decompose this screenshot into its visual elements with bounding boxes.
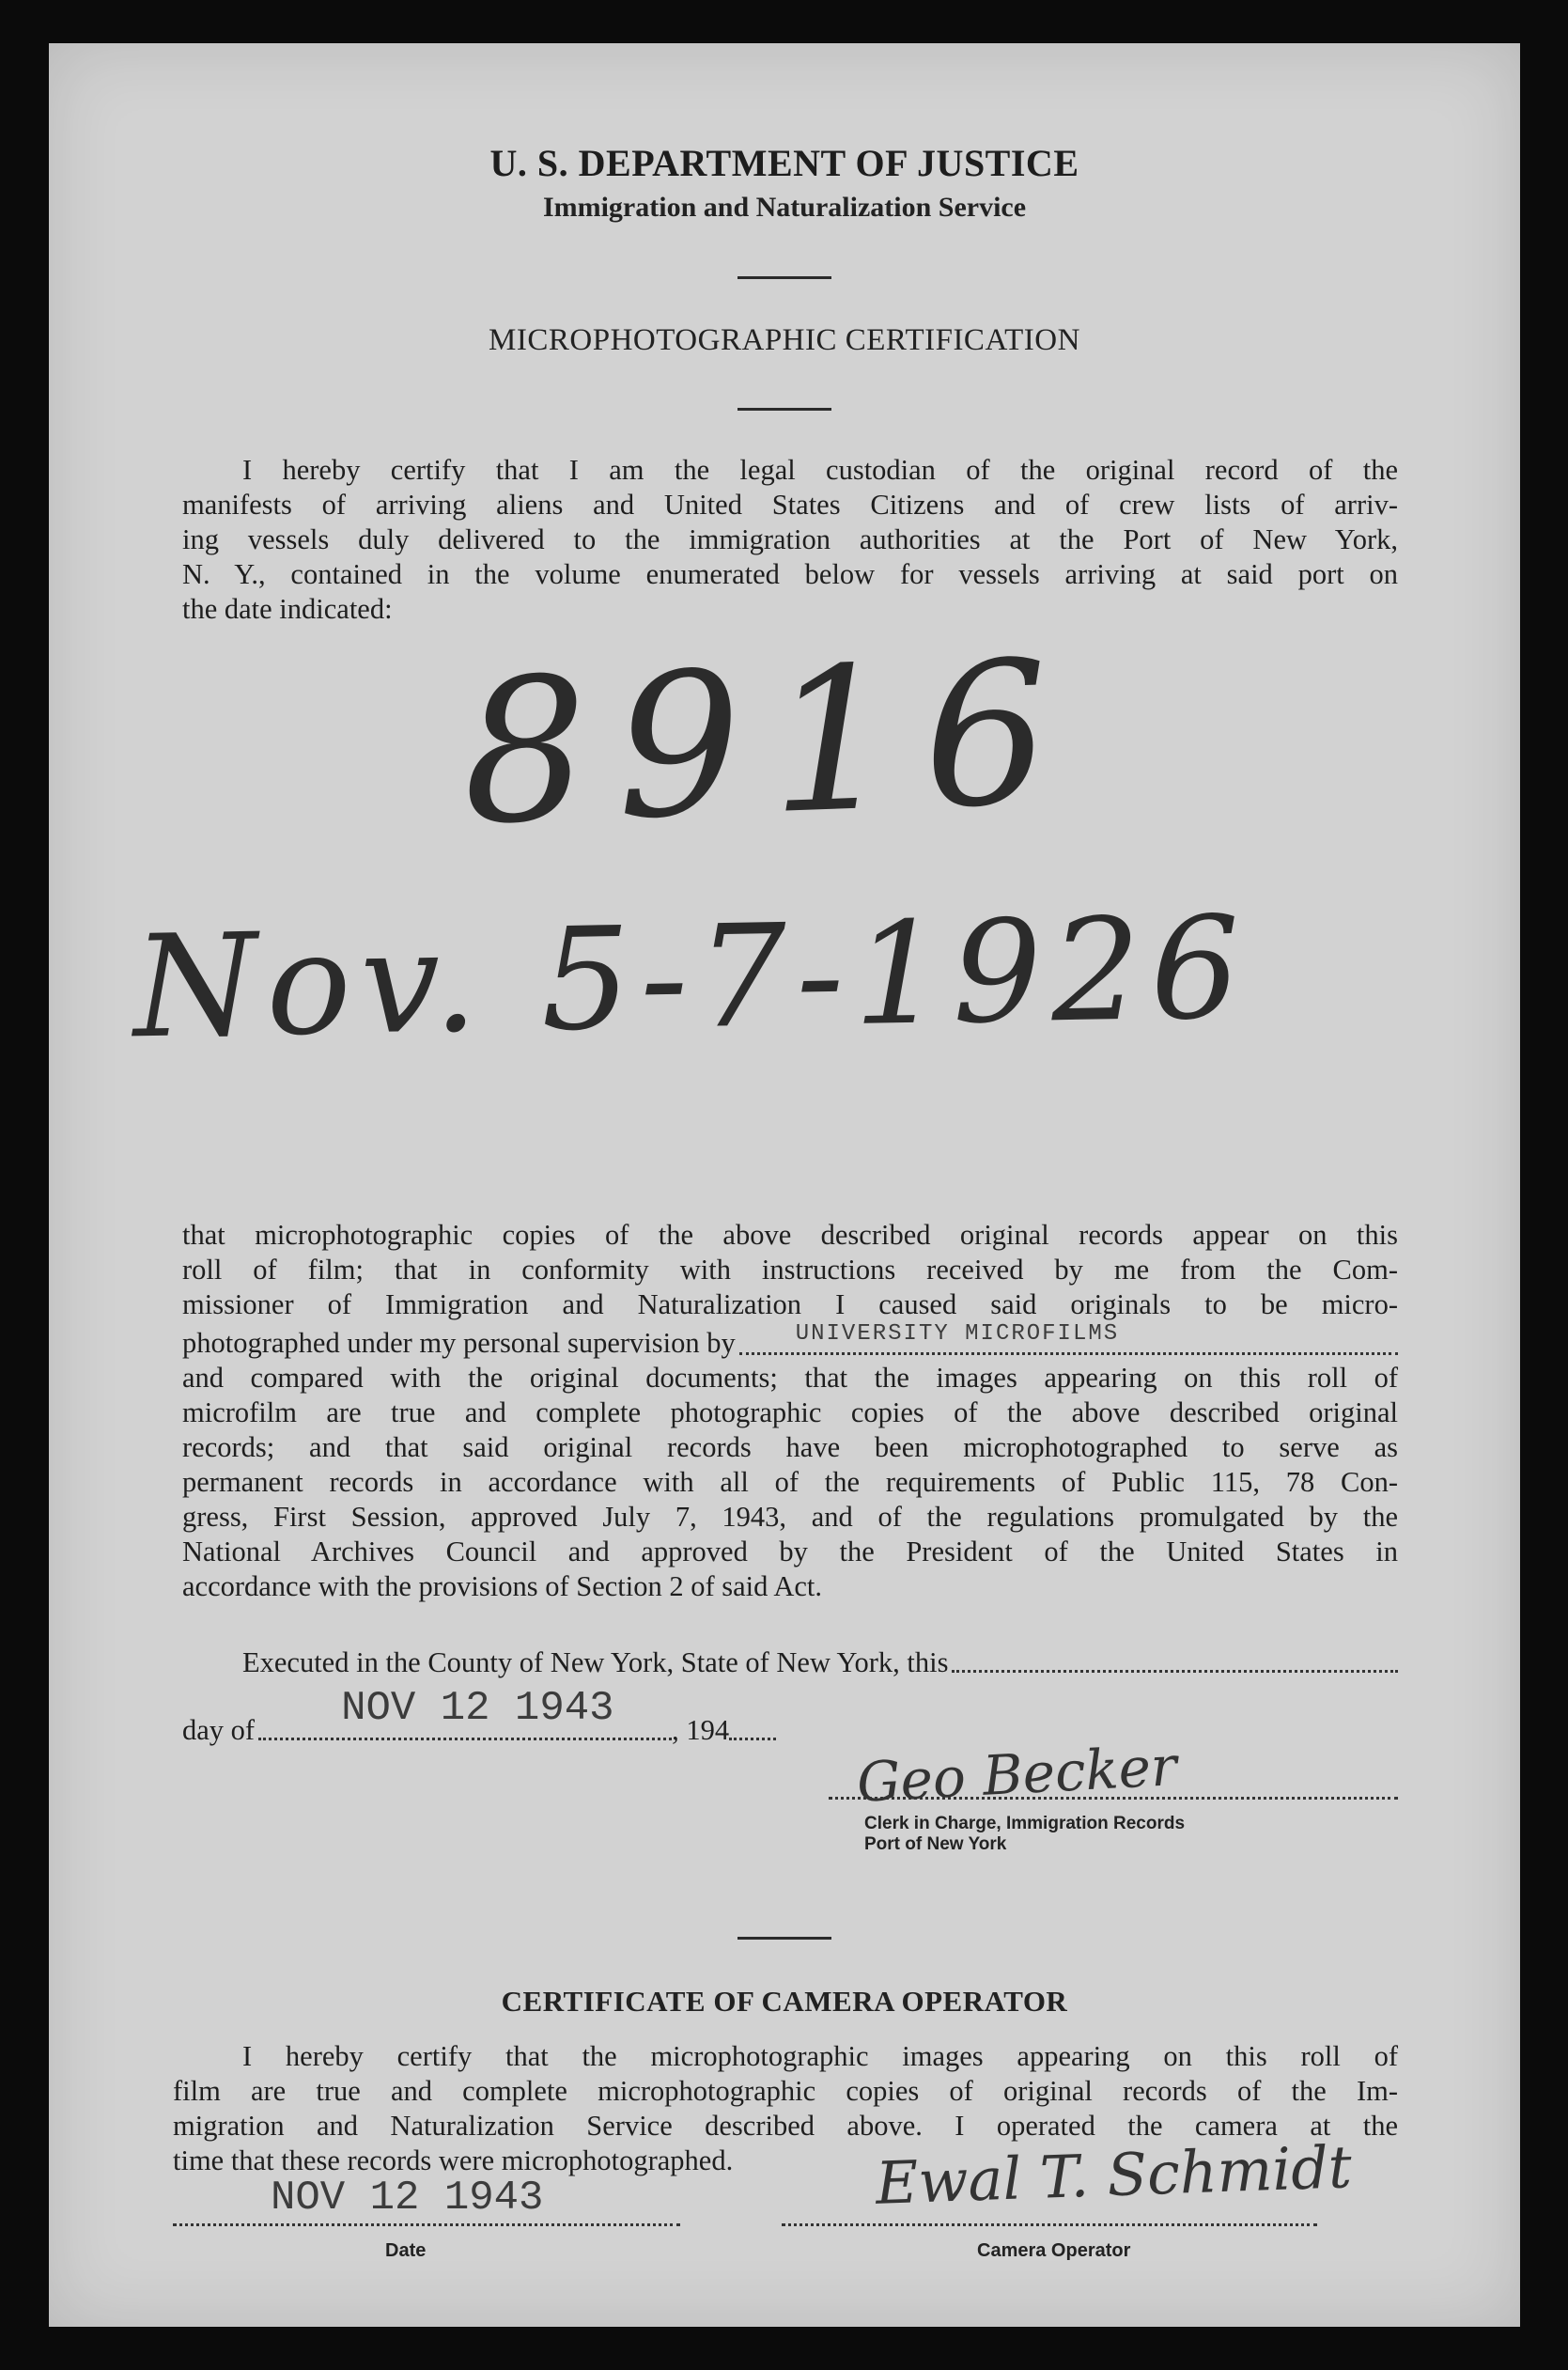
service-subheading: Immigration and Naturalization Service	[542, 192, 1027, 223]
divider-rule	[737, 408, 831, 411]
executed-line	[242, 1646, 1398, 1679]
day-of-label: day of	[182, 1714, 256, 1746]
paragraph-line: records; and that said original records have been microphotographed to serve as	[182, 1431, 1398, 1463]
company-stamp: UNIVERSITY MICROFILMS	[795, 1321, 1120, 1347]
date-caption: Date	[385, 2240, 427, 2261]
date-stamp: NOV 12 1943	[341, 1685, 614, 1732]
paragraph-line: I hereby certify that the microphotographic images appearing on this roll of	[242, 2040, 1398, 2072]
date-line	[173, 2223, 680, 2226]
executed-label: Executed in the County of New York, State of New York, this	[242, 1646, 949, 1678]
paragraph-line: roll of film; that in conformity with instructions received by me from the Com-	[182, 1254, 1398, 1286]
clerk-port: Port of New York	[864, 1834, 1007, 1854]
supervision-label: photographed under my personal supervision by	[182, 1327, 736, 1359]
paragraph-line: gress, First Session, approved July 7, 1943, and of the regulations promulgated by the	[182, 1501, 1398, 1533]
handwritten-volume-number: 8916	[458, 616, 1081, 869]
month-field	[258, 1685, 672, 1740]
camera-certificate-title: CERTIFICATE OF CAMERA OPERATOR	[501, 1985, 1068, 2018]
clerk-title-block	[864, 1814, 1185, 1855]
supervisor-field	[739, 1321, 1398, 1355]
divider-rule	[737, 276, 831, 279]
certification-title: MICROPHOTOGRAPHIC CERTIFICATION	[489, 323, 1080, 357]
day-of-line	[182, 1685, 840, 1747]
divider-rule	[737, 1937, 831, 1940]
operator-signature-line	[782, 2223, 1317, 2226]
statement-paragraph	[182, 1218, 1398, 1604]
clerk-title: Clerk in Charge, Immigration Records	[864, 1814, 1186, 1833]
paragraph-line: migration and Naturalization Service described above. I operated the camera at the	[173, 2110, 1398, 2142]
camera-date-stamp: NOV 12 1943	[271, 2175, 544, 2222]
paragraph-line: manifests of arriving aliens and United States Citizens and of crew lists of arriv-	[182, 489, 1398, 521]
paragraph-line: accordance with the provisions of Section 2 of said Act.	[182, 1570, 822, 1602]
clerk-signature: Geo Becker	[855, 1734, 1179, 1815]
year-field	[729, 1719, 776, 1740]
paragraph-line: missioner of Immigration and Naturalization I caused said originals to be micro-	[182, 1288, 1398, 1320]
paragraph-line: N. Y., contained in the volume enumerated below for vessels arriving at said port on	[182, 558, 1398, 590]
paragraph-line: I hereby certify that I am the legal custodian of the original record of the	[242, 454, 1398, 486]
day-field	[952, 1651, 1398, 1673]
paragraph-line: and compared with the original documents; that the images appearing on this roll of	[182, 1362, 1398, 1394]
paragraph-line: the date indicated:	[182, 593, 393, 625]
paragraph-line: film are true and complete microphotographic copies of original records of the Im-	[173, 2075, 1398, 2107]
handwritten-date-range: Nov. 5-7-1926	[132, 886, 1251, 1070]
paragraph-line: that microphotographic copies of the above described original records appear on this	[182, 1219, 1398, 1251]
supervision-line	[182, 1321, 1398, 1361]
signature-line	[829, 1797, 1398, 1800]
department-heading: U. S. DEPARTMENT OF JUSTICE	[489, 142, 1079, 184]
certification-paragraph	[182, 453, 1398, 627]
paragraph-line: time that these records were microphotographed.	[173, 2144, 734, 2176]
year-label: , 194	[672, 1714, 730, 1746]
paragraph-line: permanent records in accordance with all of the requirements of Public 115, 78 Con-	[182, 1466, 1398, 1498]
certification-sheet	[49, 43, 1520, 2327]
paragraph-line: National Archives Council and approved by the President of the United States in	[182, 1536, 1398, 1567]
operator-signature: Ewal T. Schmidt	[874, 2132, 1353, 2218]
paragraph-line: microfilm are true and complete photographic copies of the above described original	[182, 1396, 1398, 1428]
paragraph-line: ing vessels duly delivered to the immigration authorities at the Port of New York,	[182, 523, 1398, 555]
camera-operator-caption: Camera Operator	[977, 2240, 1131, 2261]
